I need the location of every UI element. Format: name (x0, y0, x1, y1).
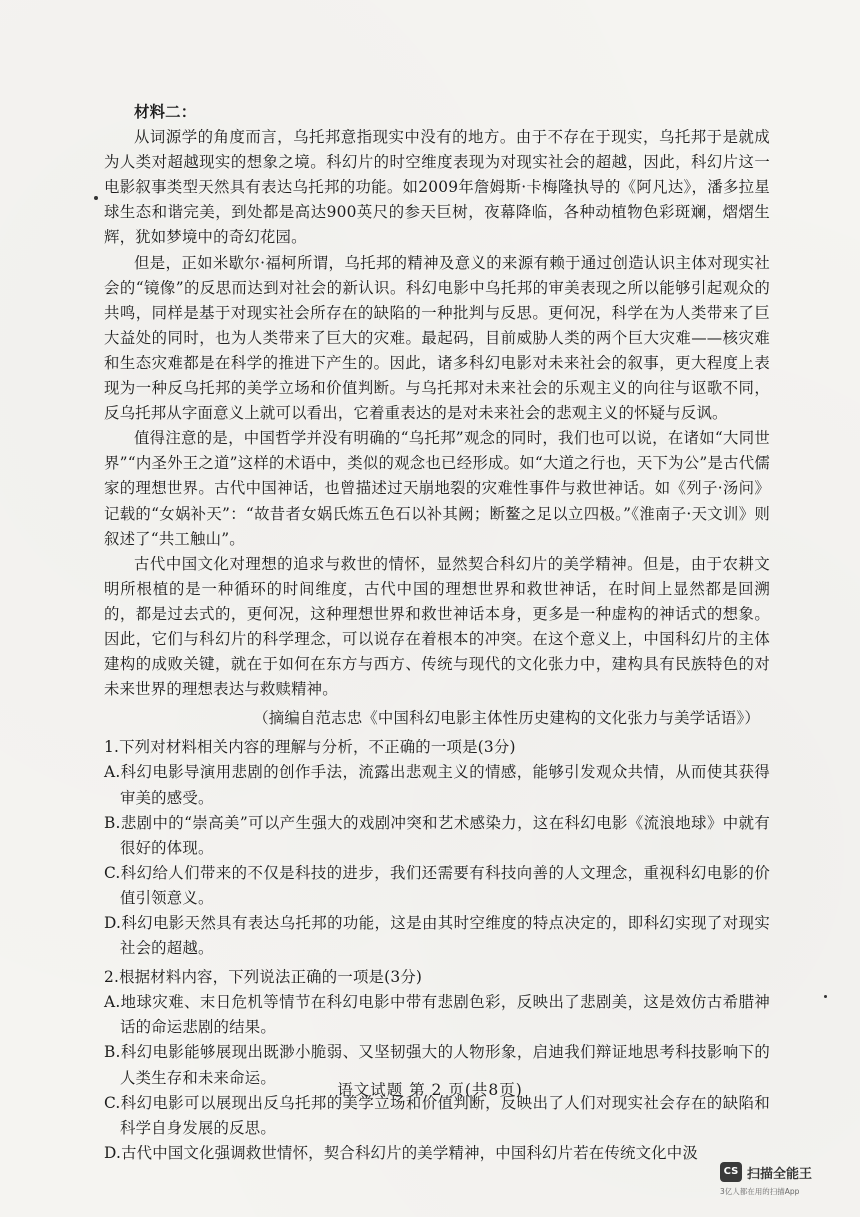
scan-speck (94, 196, 98, 200)
option-c: C.科幻电影可以展现出反乌托邦的美学立场和价值判断，反映出了人们对现实社会存在的缺陷和科学自身发展的反思。 (104, 1093, 770, 1137)
option-c: C.科幻给人们带来的不仅是科技的进步，我们还需要有科技向善的人文理念，重视科幻电影的价值引领意义。 (104, 863, 770, 907)
camscanner-logo-icon: CS (720, 1162, 742, 1182)
question-1 (104, 735, 770, 961)
option-b: B.悲剧中的“崇高美”可以产生强大的戏剧冲突和艺术感染力，这在科幻电影《流浪地球》中就有很好的体现。 (104, 813, 770, 857)
scan-speck (824, 995, 827, 998)
watermark-brand: 扫描全能王 (747, 1167, 813, 1182)
question-2 (104, 965, 770, 1166)
option-b: B.科幻电影能够展现出既渺小脆弱、又坚韧强大的人物形象，启迪我们辩证地思考科技影响下的人类生存和未来命运。 (104, 1043, 770, 1087)
option-a: A.科幻电影导演用悲剧的创作手法，流露出悲观主义的情感，能够引发观众共情，从而使其获得审美的感受。 (104, 763, 770, 807)
material-paragraph: 但是，正如米歇尔·福柯所谓，乌托邦的精神及意义的来源有赖于通过创造认识主体对现实社会的“镜像”的反思而达到对社会的新认识。科幻电影中乌托邦的审美表现之所以能够引起观众的共鸣，同样是基于对现实社会所存在的缺陷的一种批判与反思。更何况，科学在为人类带来了巨大益处的同时，也为人类带来了巨大的灾难。最起码，目前威胁人类的两个巨大灾难——核灾难和生态灾难都是在科学的推进下产生的。因此，诸多科幻电影对未来社会的叙事，更大程度上表现为一种反乌托邦的美学立场和价值判断。与乌托邦对未来社会的乐观主义的向往与讴歌不同，反乌托邦从字面意义上就可以看出，它着重表达的是对未来社会的悲观主义的怀疑与反讽。 (104, 253, 770, 423)
material-source: （摘编自范志忠《中国科幻电影主体性历史建构的文化张力与美学话语》） (253, 709, 760, 728)
material-paragraph: 值得注意的是，中国哲学并没有明确的“乌托邦”观念的同时，我们也可以说，在诸如“大同世界”“内圣外王之道”这样的术语中，类似的观念也已经形成。如“大道之行也，天下为公”是古代儒家的理想世界。古代中国神话，也曾描述过天崩地裂的灾难性事件与救世神话。如《列子·汤问》记载的“女娲补天”：“故昔者女娲氏炼五色石以补其阙；断鳌之足以立四极。”《淮南子·天文训》则叙述了“共工触山”。 (104, 429, 770, 548)
material-heading: 材料二： (134, 103, 197, 121)
page-footer: 语文试题 第 2 页(共8页) (337, 1081, 523, 1099)
option-d: D.古代中国文化强调救世情怀，契合科幻片的美学精神，中国科幻片若在传统文化中汲 (104, 1143, 698, 1162)
option-a: A.地球灾难、末日危机等情节在科幻电影中带有悲剧色彩，反映出了悲剧美，这是效仿古希腊神话的命运悲剧的结果。 (104, 993, 770, 1037)
question-stem: 2.根据材料内容，下列说法正确的一项是(3分) (104, 968, 423, 987)
question-stem: 1.下列对材料相关内容的理解与分析，不正确的一项是(3分) (104, 738, 516, 757)
material-paragraph: 从词源学的角度而言，乌托邦意指现实中没有的地方。由于不存在于现实，乌托邦于是就成为人类对超越现实的想象之境。科幻片的时空维度表现为对现实社会的超越，因此，科幻片这一电影叙事类型天然具有表达乌托邦的功能。如2009年詹姆斯·卡梅隆执导的《阿凡达》，潘多拉星球生态和谐完美，到处都是高达900英尺的参天巨树，夜幕降临，各种动植物色彩斑斓，熠熠生辉，犹如梦境中的奇幻花园。 (104, 128, 770, 247)
material-paragraph: 古代中国文化对理想的追求与救世的情怀，显然契合科幻片的美学精神。但是，由于农耕文明所根植的是一种循环的时间维度，古代中国的理想世界和救世神话，在时间上显然都是回溯的，都是过去式的，更何况，这种理想世界和救世神话本身，更多是一种虚构的神话式的想象。因此，它们与科幻片的科学理念，可以说存在着根本的冲突。在这个意义上，中国科幻片的主体建构的成败关键，就在于如何在东方与西方、传统与现代的文化张力中，建构具有民族特色的对未来世界的理想表达与救赎精神。 (104, 554, 770, 699)
watermark-tagline: 3亿人都在用的扫描App (720, 1187, 800, 1196)
option-d: D.科幻电影天然具有表达乌托邦的功能，这是由其时空维度的特点决定的，即科幻实现了对现实社会的超越。 (104, 914, 770, 958)
scanner-watermark (720, 1160, 820, 1200)
document-body (104, 100, 770, 1166)
